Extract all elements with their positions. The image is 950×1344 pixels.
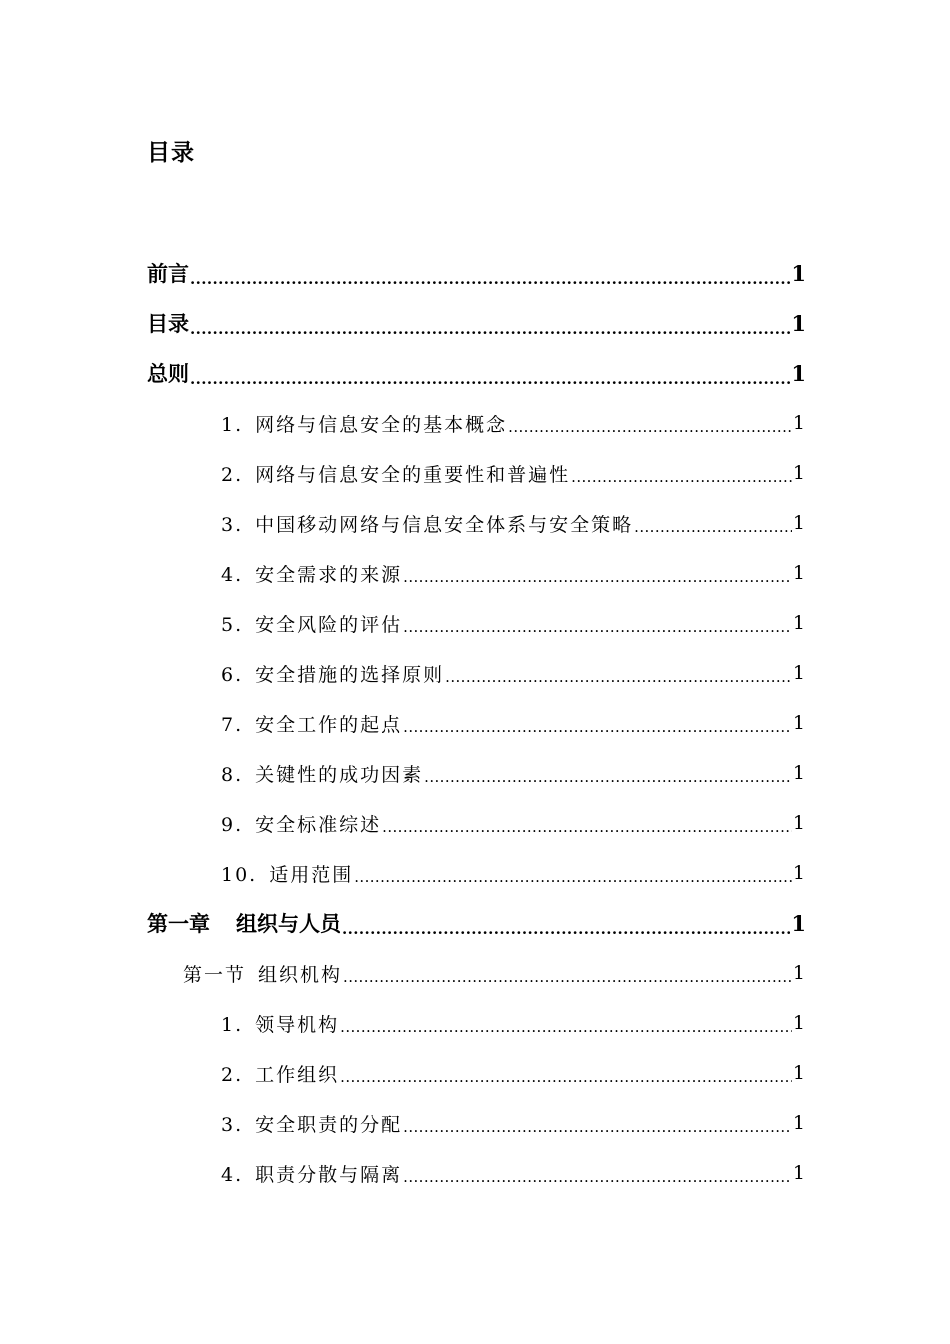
toc-page-number: 1 [792,662,805,684]
toc-entry-label: 安全风险的评估 [255,613,403,636]
toc-page-number: 1 [791,260,806,286]
toc-entry-label: 安全标准综述 [255,813,382,836]
toc-entry-label: 安全工作的起点 [255,713,403,736]
toc-entry-label: 安全职责的分配 [255,1113,403,1136]
toc-entry-title [221,660,444,687]
toc-entry[interactable] [0,1098,805,1148]
toc-entry-number: 3. [221,513,244,536]
toc-dot-leader [403,1115,792,1137]
toc-entry-label: 安全措施的选择原则 [255,663,445,686]
toc-entry-label: 组织与人员 [236,912,341,936]
toc-entry-number: 第一节 [183,963,247,986]
toc-entry-number: 2. [221,1063,244,1086]
toc-entry-label: 组织机构 [258,963,343,986]
toc-entry-title [221,710,402,737]
toc-entry-label: 领导机构 [255,1013,340,1036]
toc-entry[interactable] [0,248,806,298]
toc-entry[interactable] [0,948,805,998]
toc-page-number: 1 [792,1012,805,1034]
toc-entry-title [147,358,189,388]
toc-dot-leader [190,264,790,289]
toc-entry-number: 5. [221,613,244,636]
toc-entry-title [221,610,402,637]
toc-dot-leader [340,1015,792,1037]
toc-page-number: 1 [792,1162,805,1184]
toc-entry-number: 6. [221,663,244,686]
toc-page-number: 1 [792,1062,805,1084]
toc-entry-number: 7. [221,713,244,736]
toc-page-number: 1 [792,1112,805,1134]
toc-dot-leader [403,565,792,587]
toc-entry-number: 1. [221,413,244,436]
toc-entry-title [147,258,189,288]
toc-entry[interactable] [0,398,805,448]
toc-entry-title [221,760,423,787]
toc-dot-leader [342,914,790,939]
toc-page-number: 1 [791,910,806,936]
toc-entry[interactable] [0,648,805,698]
toc-dot-leader [343,965,792,987]
toc-entry[interactable] [0,898,806,948]
toc-page-number: 1 [792,512,805,534]
toc-entry-title [221,560,402,587]
toc-entry-label: 职责分散与隔离 [255,1163,403,1186]
toc-entry-number: 3. [221,1113,244,1136]
toc-entry-title [183,960,342,987]
toc-page-number: 1 [792,862,805,884]
toc-entry[interactable] [0,298,806,348]
toc-entry-label: 中国移动网络与信息安全体系与安全策略 [255,513,634,536]
toc-entry-title [221,410,507,437]
toc-entry-title [221,1160,402,1187]
toc-dot-leader [403,715,792,737]
toc-entry[interactable] [0,348,806,398]
toc-entry-number: 4. [221,563,244,586]
toc-dot-leader [403,615,792,637]
toc-entry-label: 网络与信息安全的重要性和普遍性 [255,463,571,486]
toc-dot-leader [354,865,792,887]
toc-entry-title [221,1010,339,1037]
toc-entry[interactable] [0,698,805,748]
toc-dot-leader [382,815,792,837]
toc-entry-number: 第一章 [147,912,210,936]
toc-page-number: 1 [792,962,805,984]
toc-page-number: 1 [792,562,805,584]
toc-entry-title [221,460,570,487]
toc-page-number: 1 [792,612,805,634]
toc-entry[interactable] [0,498,805,548]
toc-dot-leader [190,364,790,389]
toc-entry-number: 1. [221,1013,244,1036]
table-of-contents [0,248,950,1198]
toc-entry-number: 10. [221,863,258,886]
page-title: 目录 [147,140,195,166]
toc-page-number: 1 [792,762,805,784]
toc-page-number: 1 [792,412,805,434]
toc-dot-leader [340,1065,792,1087]
toc-entry-label: 关键性的成功因素 [255,763,424,786]
toc-entry[interactable] [0,798,805,848]
toc-entry[interactable] [0,748,805,798]
toc-entry-label: 目录 [147,312,189,336]
toc-entry-label: 总则 [147,362,189,386]
toc-entry-number: 2. [221,463,244,486]
toc-entry-label: 安全需求的来源 [255,563,403,586]
toc-dot-leader [634,515,792,537]
toc-entry-title [221,1110,402,1137]
toc-entry-title [147,308,189,338]
toc-dot-leader [445,665,792,687]
toc-page-number: 1 [791,360,806,386]
toc-entry-label: 适用范围 [269,863,354,886]
toc-entry-title [147,908,341,938]
toc-entry[interactable] [0,598,805,648]
toc-entry[interactable] [0,998,805,1048]
toc-entry-number: 4. [221,1163,244,1186]
toc-dot-leader [403,1165,792,1187]
toc-entry-title [221,1060,339,1087]
toc-entry-title [221,510,633,537]
toc-dot-leader [424,765,792,787]
toc-entry[interactable] [0,448,805,498]
toc-entry-number: 8. [221,763,244,786]
toc-entry-label: 网络与信息安全的基本概念 [255,413,508,436]
toc-dot-leader [571,465,792,487]
toc-entry[interactable] [0,848,805,898]
toc-entry-number: 9. [221,813,244,836]
toc-entry-title [221,860,353,887]
toc-dot-leader [508,415,792,437]
toc-page-number: 1 [792,712,805,734]
toc-dot-leader [190,314,790,339]
toc-entry-title [221,810,381,837]
toc-page-number: 1 [792,462,805,484]
toc-entry-label: 工作组织 [255,1063,340,1086]
toc-entry[interactable] [0,1048,805,1098]
toc-page-number: 1 [792,812,805,834]
toc-entry-label: 前言 [147,262,189,286]
toc-page-number: 1 [791,310,806,336]
toc-entry[interactable] [0,548,805,598]
toc-entry[interactable] [0,1148,805,1198]
